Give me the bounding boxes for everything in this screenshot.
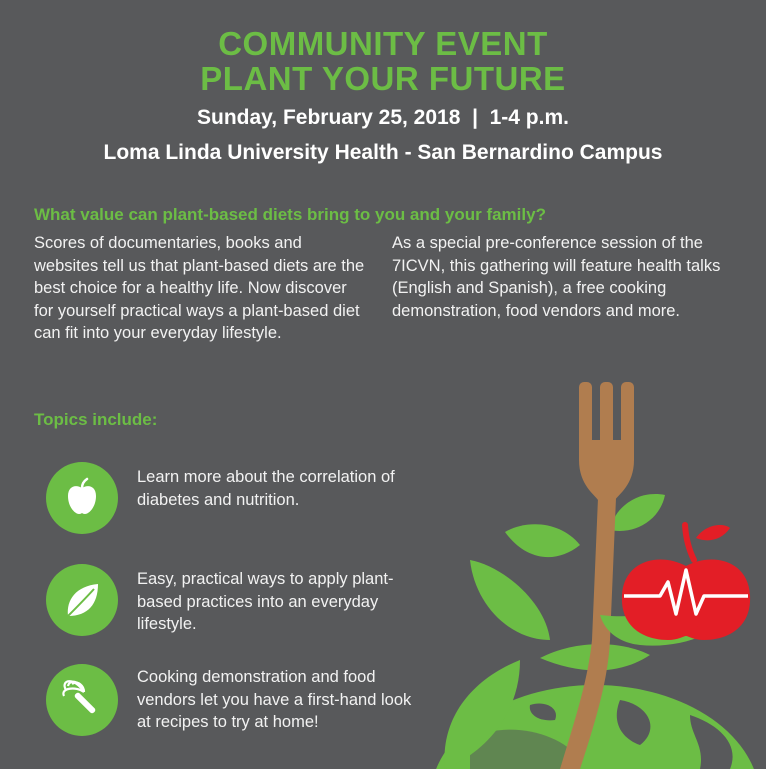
intro-question: What value can plant-based diets bring to you and your family? — [34, 205, 546, 224]
intro-right-paragraph: As a special pre-conference session of the 7ICVN, this gathering will feature health talks (English and Spanish), a free cooking demonstration, food vendors and more. — [392, 234, 721, 320]
intro-left-paragraph: Scores of documentaries, books and websites tell us that plant-based diets are the best choice for a healthy life. Now discover for yourself practical ways a plant-based diet can fit into your everyday lifestyle. — [34, 234, 365, 342]
event-title-line1: COMMUNITY EVENT — [218, 25, 548, 62]
event-location: Loma Linda University Health - San Bernardino Campus — [103, 141, 663, 164]
event-title-line2: PLANT YOUR FUTURE — [200, 60, 566, 97]
heartbeat-apple-icon — [622, 525, 750, 640]
event-date-time: Sunday, February 25, 2018 | 1-4 p.m. — [197, 106, 569, 129]
topic-item-2-text: Easy, practical ways to apply plant-based practices into an everyday lifestyle. — [137, 570, 394, 633]
topic-item-1-text: Learn more about the correlation of diabetes and nutrition. — [137, 468, 395, 509]
topics-heading: Topics include: — [34, 410, 158, 429]
topic-item-3-text: Cooking demonstration and food vendors let you have a first-hand look at recipes to try at home! — [137, 668, 412, 731]
